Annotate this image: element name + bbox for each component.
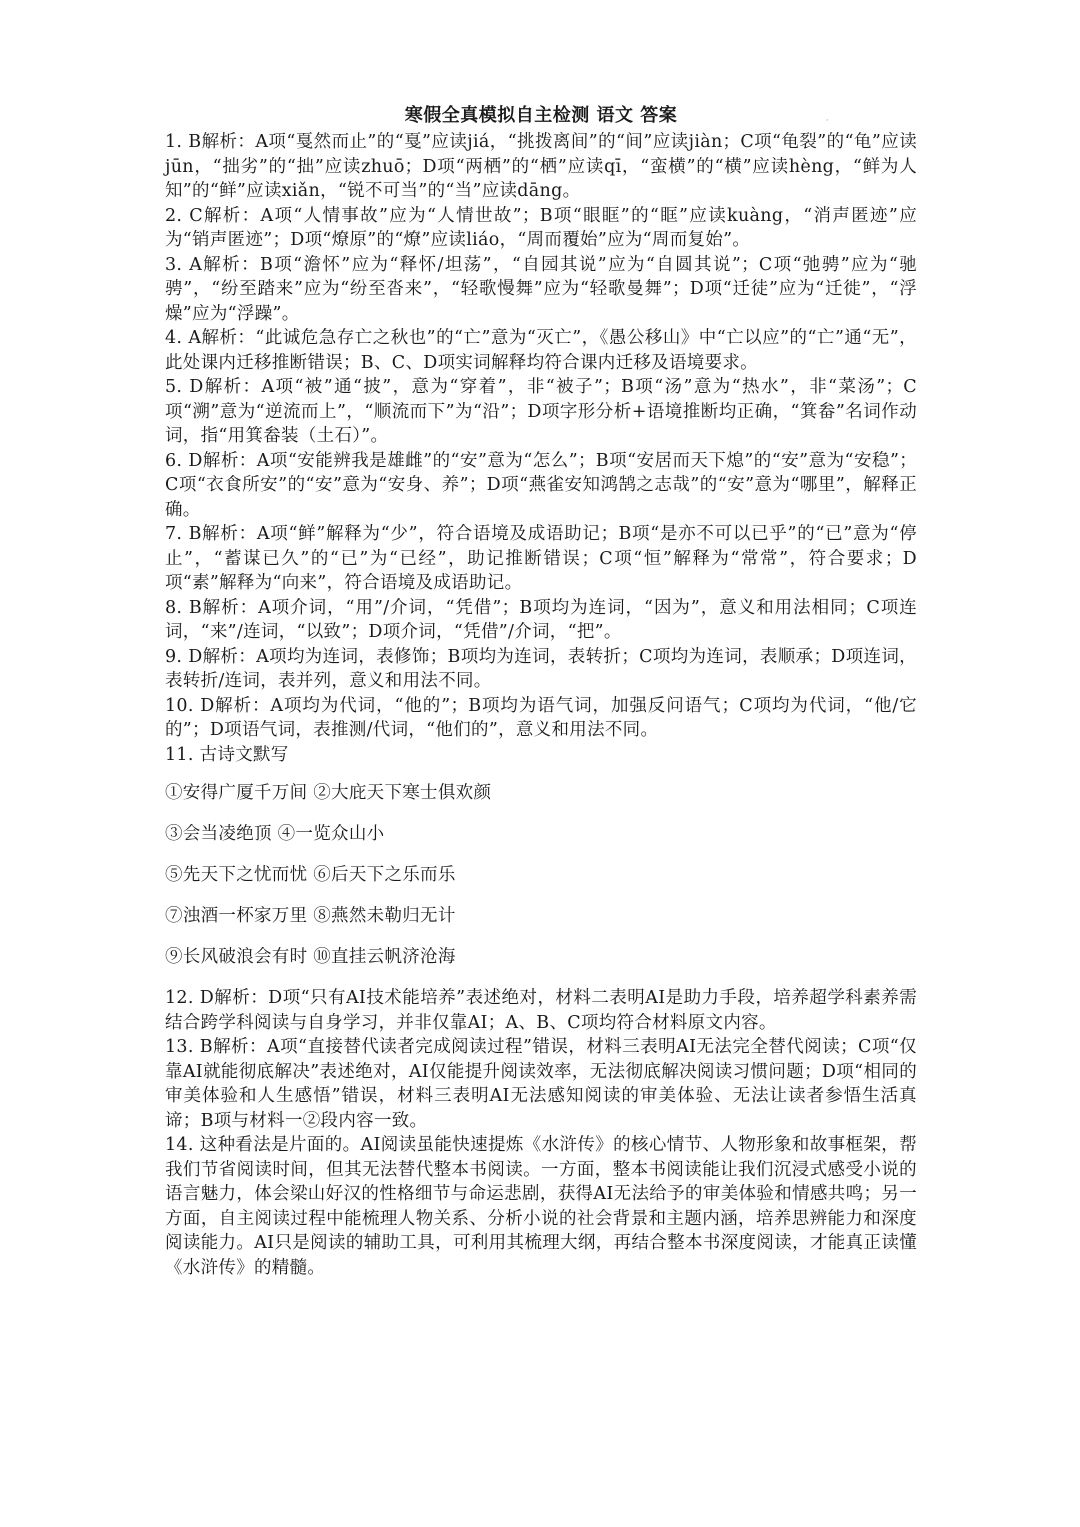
answer-9: 9. D解析：A项均为连词，表修饰；B项均为连词，表转折；C项均为连词，表顺承；D项连词，表转折/连词，表并列，意义和用法不同。 [165,646,917,691]
answer-6: 6. D解析：A项“安能辨我是雄雌”的“安”意为“怎么”；B项“安居而天下熄”的“安”意为“安稳”；C项“衣食所安”的“安”意为“安身、养”；D项“燕雀安知鸿鹄之志哉”的“安”意为“哪里”，解释正确。 [165,450,917,520]
poem-line: ⑤先天下之忧而忧 ⑥后天下之乐而乐 [165,865,456,885]
poem-line: ①安得广厦千万间 ②大庇天下寒士俱欢颜 [165,783,492,803]
answer-8: 8. B解析：A项介词，“用”/介词，“凭借”；B项均为连词，“因为”，意义和用法相同；C项连词，“来”/连词，“以致”；D项介词，“凭借”/介词，“把”。 [165,597,917,642]
answer-sheet [165,104,917,1280]
answer-7: 7. B解析：A项“鲜”解释为“少”，符合语境及成语助记；B项“是亦不可以已乎”的“已”意为“停止”，“蓄谋已久”的“已”为“已经”，助记推断错误；C项“恒”解释为“常常”，符合要求；D项“素”解释为“向来”，符合语境及成语助记。 [165,524,917,593]
poem-line: ⑨长风破浪会有时 ⑩直挂云帆济沧海 [165,947,456,967]
answer-3: 3. A解析：B项“澹怀”应为“释怀/坦荡”，“自园其说”应为“自圆其说”；C项“弛骋”应为“驰骋”，“纷至踏来”应为“纷至沓来”，“轻歌慢舞”应为“轻歌曼舞”；D项“迁徒”应为“迁徙”，“浮燥”应为“浮躁”。 [165,254,917,324]
answer-13: 13. B解析：A项“直接替代读者完成阅读过程”错误，材料三表明AI无法完全替代阅读；C项“仅靠AI就能彻底解决”表述绝对，AI仅能提升阅读效率，无法彻底解决阅读习惯问题；D项“相同的审美体验和人生感悟”错误，材料三表明AI无法感知阅读的审美体验、无法让读者参悟生活真谛；B项与材料一②段内容一致。 [165,1037,917,1131]
answer-4: 4. A解析：“此诚危急存亡之秋也”的“亡”意为“灭亡”，《愚公移山》中“亡以应”的“亡”通“无”，此处课内迁移推断错误；B、C、D项实词解释均符合课内迁移及语境要求。 [165,328,917,373]
answer-14: 14. 这种看法是片面的。AI阅读虽能快速提炼《水浒传》的核心情节、人物形象和故事框架，帮我们节省阅读时间，但其无法替代整本书阅读。一方面，整本书阅读能让我们沉浸式感受小说的语言魅力，体会梁山好汉的性格细节与命运悲剧，获得AI无法给予的审美体验和情感共鸣；另一方面，自主阅读过程中能梳理人物关系、分析小说的社会背景和主题内涵，培养思辨能力和深度阅读能力。AI只是阅读的辅助工具，可利用其梳理大纲，再结合整本书深度阅读，才能真正读懂《水浒传》的精髓。 [165,1135,917,1278]
poem-line: ⑦浊酒一杯家万里 ⑧燕然未勒归无计 [165,906,456,926]
answer-12: 12. D解析：D项“只有AI技术能培养”表述绝对，材料二表明AI是助力手段，培养超学科素养需结合跨学科阅读与自身学习，并非仅靠AI；A、B、C项均符合材料原文内容。 [165,988,917,1033]
answer-2: 2. C解析：A项“人情事故”应为“人情世故”；B项“眼眶”的“眶”应读kuàng，“消声匿迹”应为“销声匿迹”；D项“燎原”的“燎”应读liáo，“周而覆始”应为“周而复始”。 [165,205,917,250]
answer-5: 5. D解析：A项“被”通“披”，意为“穿着”，非“被子”；B项“汤”意为“热水”，非“菜汤”；C项“溯”意为“逆流而上”，“顺流而下”为“沿”；D项字形分析+语境推断均正确，“箕畚”名词作动词，指“用箕畚装（土石）”。 [165,377,917,446]
document-title: 寒假全真模拟自主检测 语文 答案 [404,105,678,126]
answer-1: 1. B解析：A项“戛然而止”的“戛”应读jiá，“挑拨离间”的“间”应读jiàn；C项“龟裂”的“龟”应读jūn，“拙劣”的“拙”应读zhuō；D项“两栖”的“栖”应读qī，“蛮横”的“横”应读hèng，“鲜为人知”的“鲜”应读xiǎn，“锐不可当”的“当”应读dāng。 [165,132,917,201]
answer-10: 10. D解析：A项均为代词，“他的”；B项均为语气词，加强反问语气；C项均为代词，“他/它的”；D项语气词，表推测/代词，“他们的”，意义和用法不同。 [165,695,917,740]
scan-mark: · [826,116,829,125]
answer-11-heading: 11. 古诗文默写 [165,744,289,765]
poem-line: ③会当凌绝顶 ④一览众山小 [165,824,385,844]
